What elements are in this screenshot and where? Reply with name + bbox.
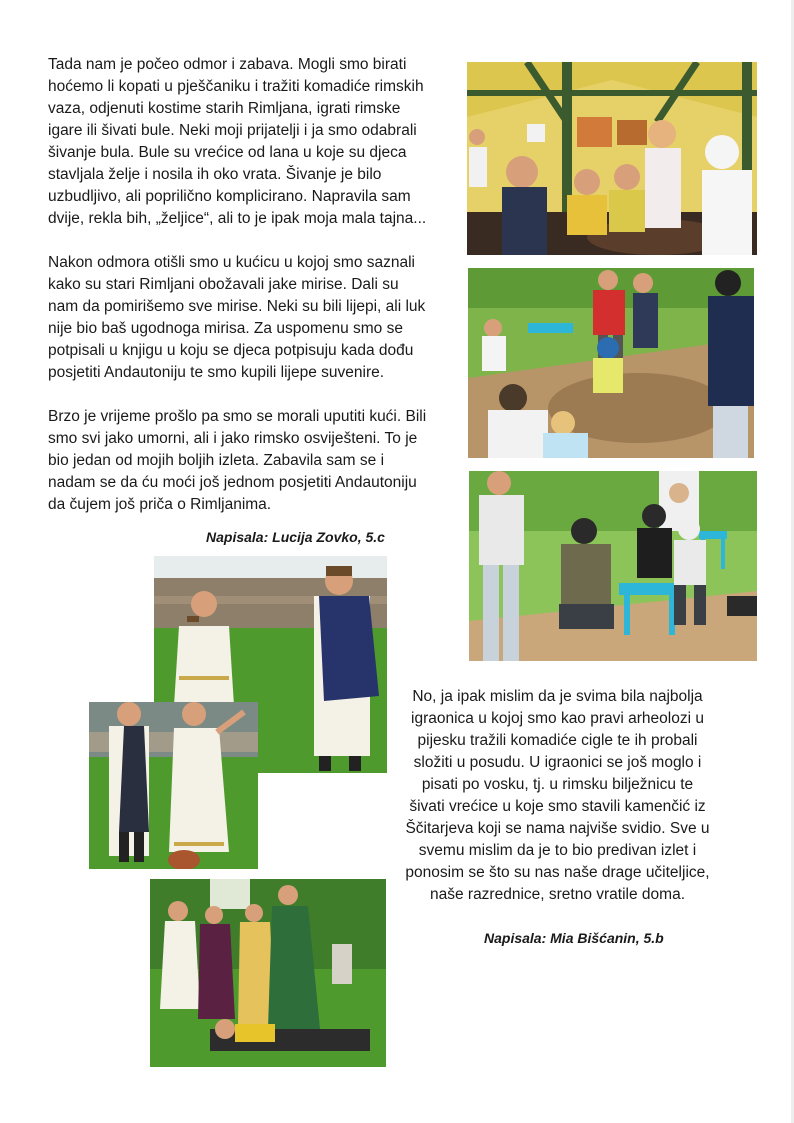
author-signature: Napisala: Mia Bišćanin, 5.b [484, 930, 664, 946]
photo-group-togas [150, 879, 386, 1067]
author-signature: Napisala: Lucija Zovko, 5.c [206, 529, 385, 545]
photo-blue-table [469, 471, 757, 661]
story-paragraph: No, ja ipak mislim da je svima bila najbolja igraonica u kojoj smo kao pravi arheolozi u pijesku tražili komadiće cigle te ih probali složiti u posudu. U igraonici se još moglo i pisati po vosku, tj. u rimsku bilježnicu te šivati vrećice u koje smo stavili kamenčić iz Ščitarjeva koji se nama najviše svidio. Sve u svemu mislim da je to bio predivan izlet i ponosim se što su nas naše drage učiteljice, naše razrednice, sretno vratile doma. [405, 688, 710, 903]
story-paragraph: Brzo je vrijeme prošlo pa smo se morali uputiti kući. Bili smo svi jako umorni, ali i jako rimsko osviješteni. To je bio jedan od mojih boljih izleta. Zabavila sam se i nadam se da ću moći još jednom posjetiti Andautoniju da čujem još priča o Rimljanima. [48, 408, 427, 513]
photo-posing-togas [89, 702, 258, 869]
story-paragraph: Tada nam je počeo odmor i zabava. Mogli smo birati hoćemo li kopati u pješčaniku i tražiti komadiće rimskih vaza, odjenuti kostime starih Rimljana, igrati rimske igare ili šivati bule. Neki moji prijatelji i ja smo odabrali šivanje bula. Bule su vrećice od lana u koje su djeca stavljala želje i nosila ih oko vrata. Šivanje je bilo uzbudljivo, ali poprilično komplicirano. Napravila sam dvije, rekla bih, „željice“, ali to je ipak moja mala tajna... [48, 56, 427, 227]
story-paragraph: Nakon odmora otišli smo u kućicu u kojoj smo saznali kako su stari Rimljani obožavali jake mirise. Dali su nam da pomirišemo sve mirise. Neki su bili lijepi, ali luk nije bio baš ugodnoga mirisa. Za uspomenu smo se potpisali u knjigu u koju se djeca potpisuju kada dođu posjetiti Andautoniju te smo kupili lijepe suvenire. [48, 254, 426, 381]
photo-workshop [467, 62, 757, 255]
photo-sandbox [468, 268, 754, 458]
story-lucija [48, 54, 458, 516]
story-mia [390, 686, 725, 906]
